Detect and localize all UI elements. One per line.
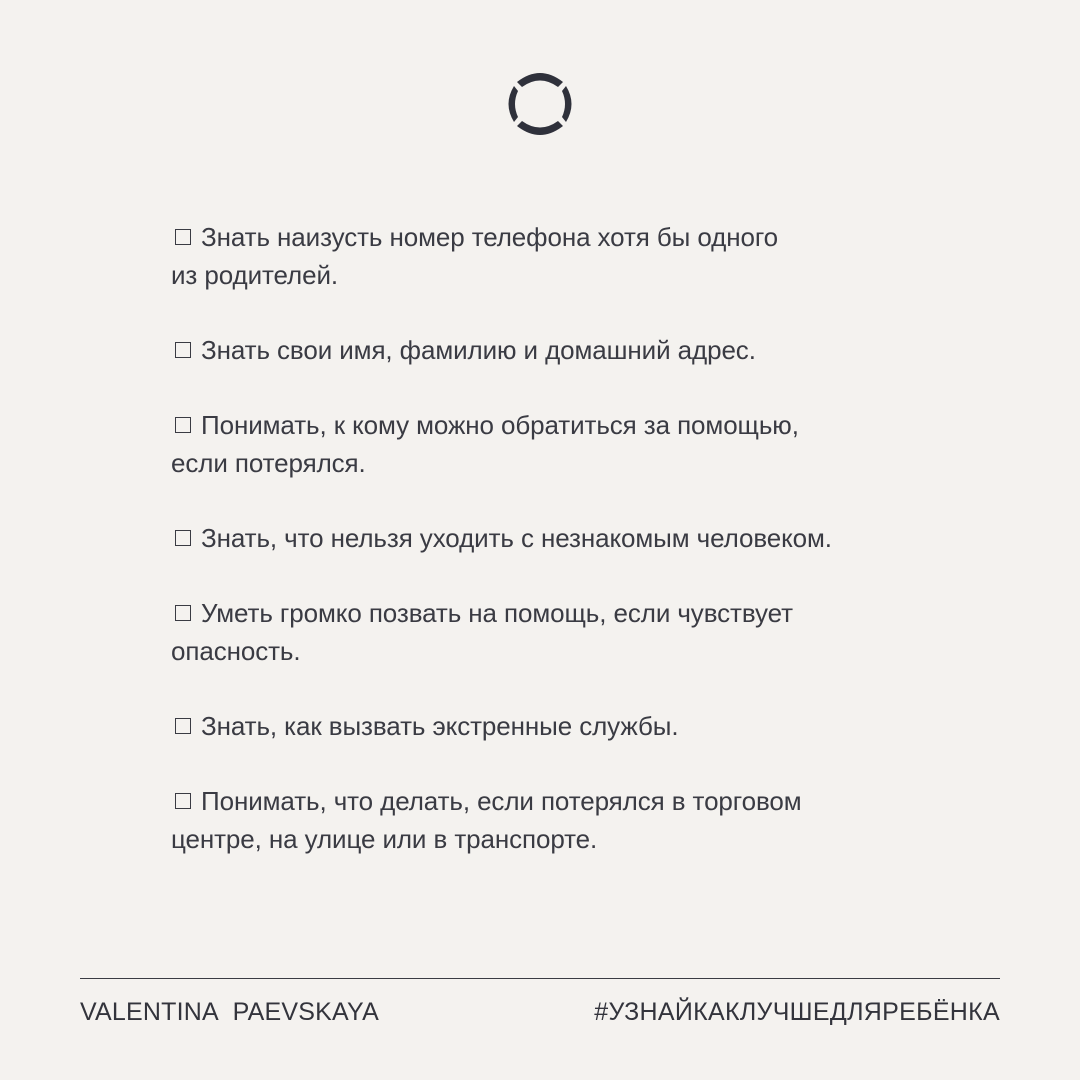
checklist-item-text: Знать свои имя, фамилию и домашний адрес. — [201, 335, 756, 365]
checklist-item — [173, 218, 933, 294]
ring-logo-icon — [505, 70, 575, 138]
checklist-item — [173, 707, 933, 745]
checklist-item-text: Понимать, к кому можно обратиться за помощью, если потерялся. — [171, 410, 799, 478]
checklist-item — [173, 519, 933, 557]
checklist-item — [173, 406, 933, 482]
checklist-item-text: Уметь громко позвать на помощь, если чувствует опасность. — [171, 598, 793, 666]
footer-author: VALENTINA PAEVSKAYA — [80, 998, 379, 1026]
checklist-item-text: Знать наизусть номер телефона хотя бы одного из родителей. — [171, 222, 779, 290]
footer-hashtag[interactable]: #УЗНАЙКАКЛУЧШЕДЛЯРЕБЁНКА — [594, 998, 1000, 1026]
checklist — [173, 218, 933, 895]
checklist-item-text: Понимать, что делать, если потерялся в торговом центре, на улице или в транспорте. — [171, 786, 802, 854]
checklist-item-text: Знать, что нельзя уходить с незнакомым человеком. — [201, 523, 832, 553]
checklist-item — [173, 594, 933, 670]
checklist-item — [173, 782, 933, 858]
checklist-item-text: Знать, как вызвать экстренные службы. — [201, 711, 679, 741]
checklist-item — [173, 331, 933, 369]
footer-divider — [80, 978, 1000, 979]
